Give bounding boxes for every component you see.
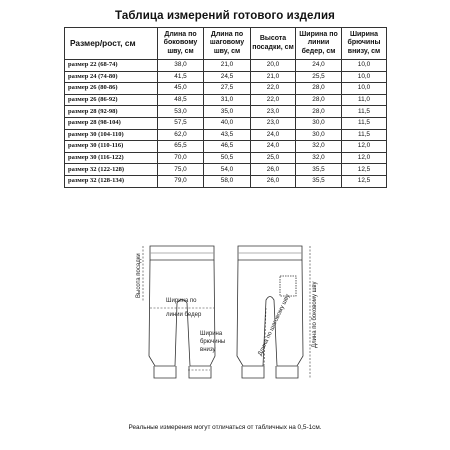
measurement-cell: 26,0 [251, 175, 296, 187]
measurement-cell: 11,5 [342, 117, 387, 129]
size-cell: размер 32 (122-128) [65, 164, 158, 176]
measurement-cell: 38,0 [158, 60, 204, 72]
table-row [65, 83, 387, 95]
measurement-cell: 50,5 [204, 152, 251, 164]
measurement-cell: 46,5 [204, 141, 251, 153]
header-side-seam: Длина по боковому шву, см [158, 28, 204, 60]
label-rise: Высота посадки [136, 253, 142, 298]
measurement-cell: 53,0 [158, 106, 204, 118]
size-table [64, 27, 387, 188]
measurement-cell: 32,0 [296, 141, 342, 153]
table-row [65, 60, 387, 72]
measurement-cell: 45,0 [158, 83, 204, 95]
measurement-cell: 22,0 [251, 94, 296, 106]
table-header-row [65, 28, 387, 60]
measurement-cell: 23,0 [251, 106, 296, 118]
size-cell: размер 28 (98-104) [65, 117, 158, 129]
measurement-cell: 20,0 [251, 60, 296, 72]
measurement-cell: 25,0 [251, 152, 296, 164]
measurement-cell: 21,0 [251, 71, 296, 83]
pants-back-view [237, 246, 303, 378]
size-cell: размер 26 (86-92) [65, 94, 158, 106]
measurement-cell: 27,5 [204, 83, 251, 95]
measurement-cell: 35,5 [296, 175, 342, 187]
table-row [65, 164, 387, 176]
measurement-cell: 28,0 [296, 94, 342, 106]
measurement-cell: 30,0 [296, 129, 342, 141]
label-inseam: Длина по шаговому шву [257, 293, 292, 357]
measurement-cell: 24,0 [251, 129, 296, 141]
header-hip-width: Ширина по линии бедер, см [296, 28, 342, 60]
size-cell: размер 24 (74-80) [65, 71, 158, 83]
measurement-cell: 62,0 [158, 129, 204, 141]
measurement-cell: 57,5 [158, 117, 204, 129]
size-cell: размер 32 (128-134) [65, 175, 158, 187]
measurement-cell: 24,5 [204, 71, 251, 83]
measurement-cell: 54,0 [204, 164, 251, 176]
measurement-cell: 70,0 [158, 152, 204, 164]
measurement-cell: 10,0 [342, 60, 387, 72]
measurement-cell: 75,0 [158, 164, 204, 176]
table-row [65, 106, 387, 118]
measurement-cell: 40,0 [204, 117, 251, 129]
size-cell: размер 22 (68-74) [65, 60, 158, 72]
header-cuff-width: Ширина брючины внизу, см [342, 28, 387, 60]
table-row [65, 117, 387, 129]
measurement-cell: 23,0 [251, 117, 296, 129]
measurement-cell: 12,0 [342, 152, 387, 164]
table-row [65, 141, 387, 153]
measurement-cell: 12,5 [342, 164, 387, 176]
measurement-cell: 31,0 [204, 94, 251, 106]
label-cuff-line1: Ширина [200, 331, 223, 337]
header-size: Размер/рост, см [65, 28, 158, 60]
size-cell: размер 30 (104-110) [65, 129, 158, 141]
header-rise: Высота посадки, см [251, 28, 296, 60]
measurement-cell: 22,0 [251, 83, 296, 95]
measurement-cell: 10,0 [342, 83, 387, 95]
label-hip-line1: Ширина по [166, 298, 197, 304]
footnote: Реальные измерения могут отличаться от табличных на 0,5-1см. [128, 424, 322, 431]
measurement-cell: 11,5 [342, 106, 387, 118]
size-cell: размер 28 (92-98) [65, 106, 158, 118]
measurement-cell: 24,0 [251, 141, 296, 153]
measurement-cell: 10,0 [342, 71, 387, 83]
size-cell: размер 26 (80-86) [65, 83, 158, 95]
measurement-cell: 24,0 [296, 60, 342, 72]
measurement-cell: 79,0 [158, 175, 204, 187]
table-row [65, 71, 387, 83]
measurement-cell: 65,5 [158, 141, 204, 153]
size-cell: размер 30 (116-122) [65, 152, 158, 164]
label-side-seam: Длина по боковому шву [312, 281, 318, 348]
measurement-cell: 12,0 [342, 141, 387, 153]
table-row [65, 129, 387, 141]
measurement-cell: 28,0 [296, 106, 342, 118]
measurement-cell: 41,5 [158, 71, 204, 83]
table-row [65, 152, 387, 164]
table-row [65, 94, 387, 106]
measurement-cell: 25,5 [296, 71, 342, 83]
pants-diagram [130, 238, 330, 408]
measurement-cell: 32,0 [296, 152, 342, 164]
measurement-cell: 12,5 [342, 175, 387, 187]
table-row [65, 175, 387, 187]
measurement-cell: 43,5 [204, 129, 251, 141]
measurement-cell: 21,0 [204, 60, 251, 72]
label-cuff-line3: внизу [200, 347, 216, 353]
measurement-cell: 35,5 [296, 164, 342, 176]
size-cell: размер 30 (110-116) [65, 141, 158, 153]
measurement-cell: 30,0 [296, 117, 342, 129]
label-cuff-line2: брючины [200, 339, 226, 345]
measurement-cell: 11,0 [342, 94, 387, 106]
measurement-cell: 58,0 [204, 175, 251, 187]
measurement-cell: 26,0 [251, 164, 296, 176]
measurement-cell: 11,5 [342, 129, 387, 141]
measurement-cell: 28,0 [296, 83, 342, 95]
measurement-cell: 48,5 [158, 94, 204, 106]
measurement-cell: 35,0 [204, 106, 251, 118]
label-hip-line2: линии бедер [166, 312, 202, 318]
header-inseam: Длина по шаговому шву, см [204, 28, 251, 60]
page-title: Таблица измерений готового изделия [115, 10, 335, 22]
